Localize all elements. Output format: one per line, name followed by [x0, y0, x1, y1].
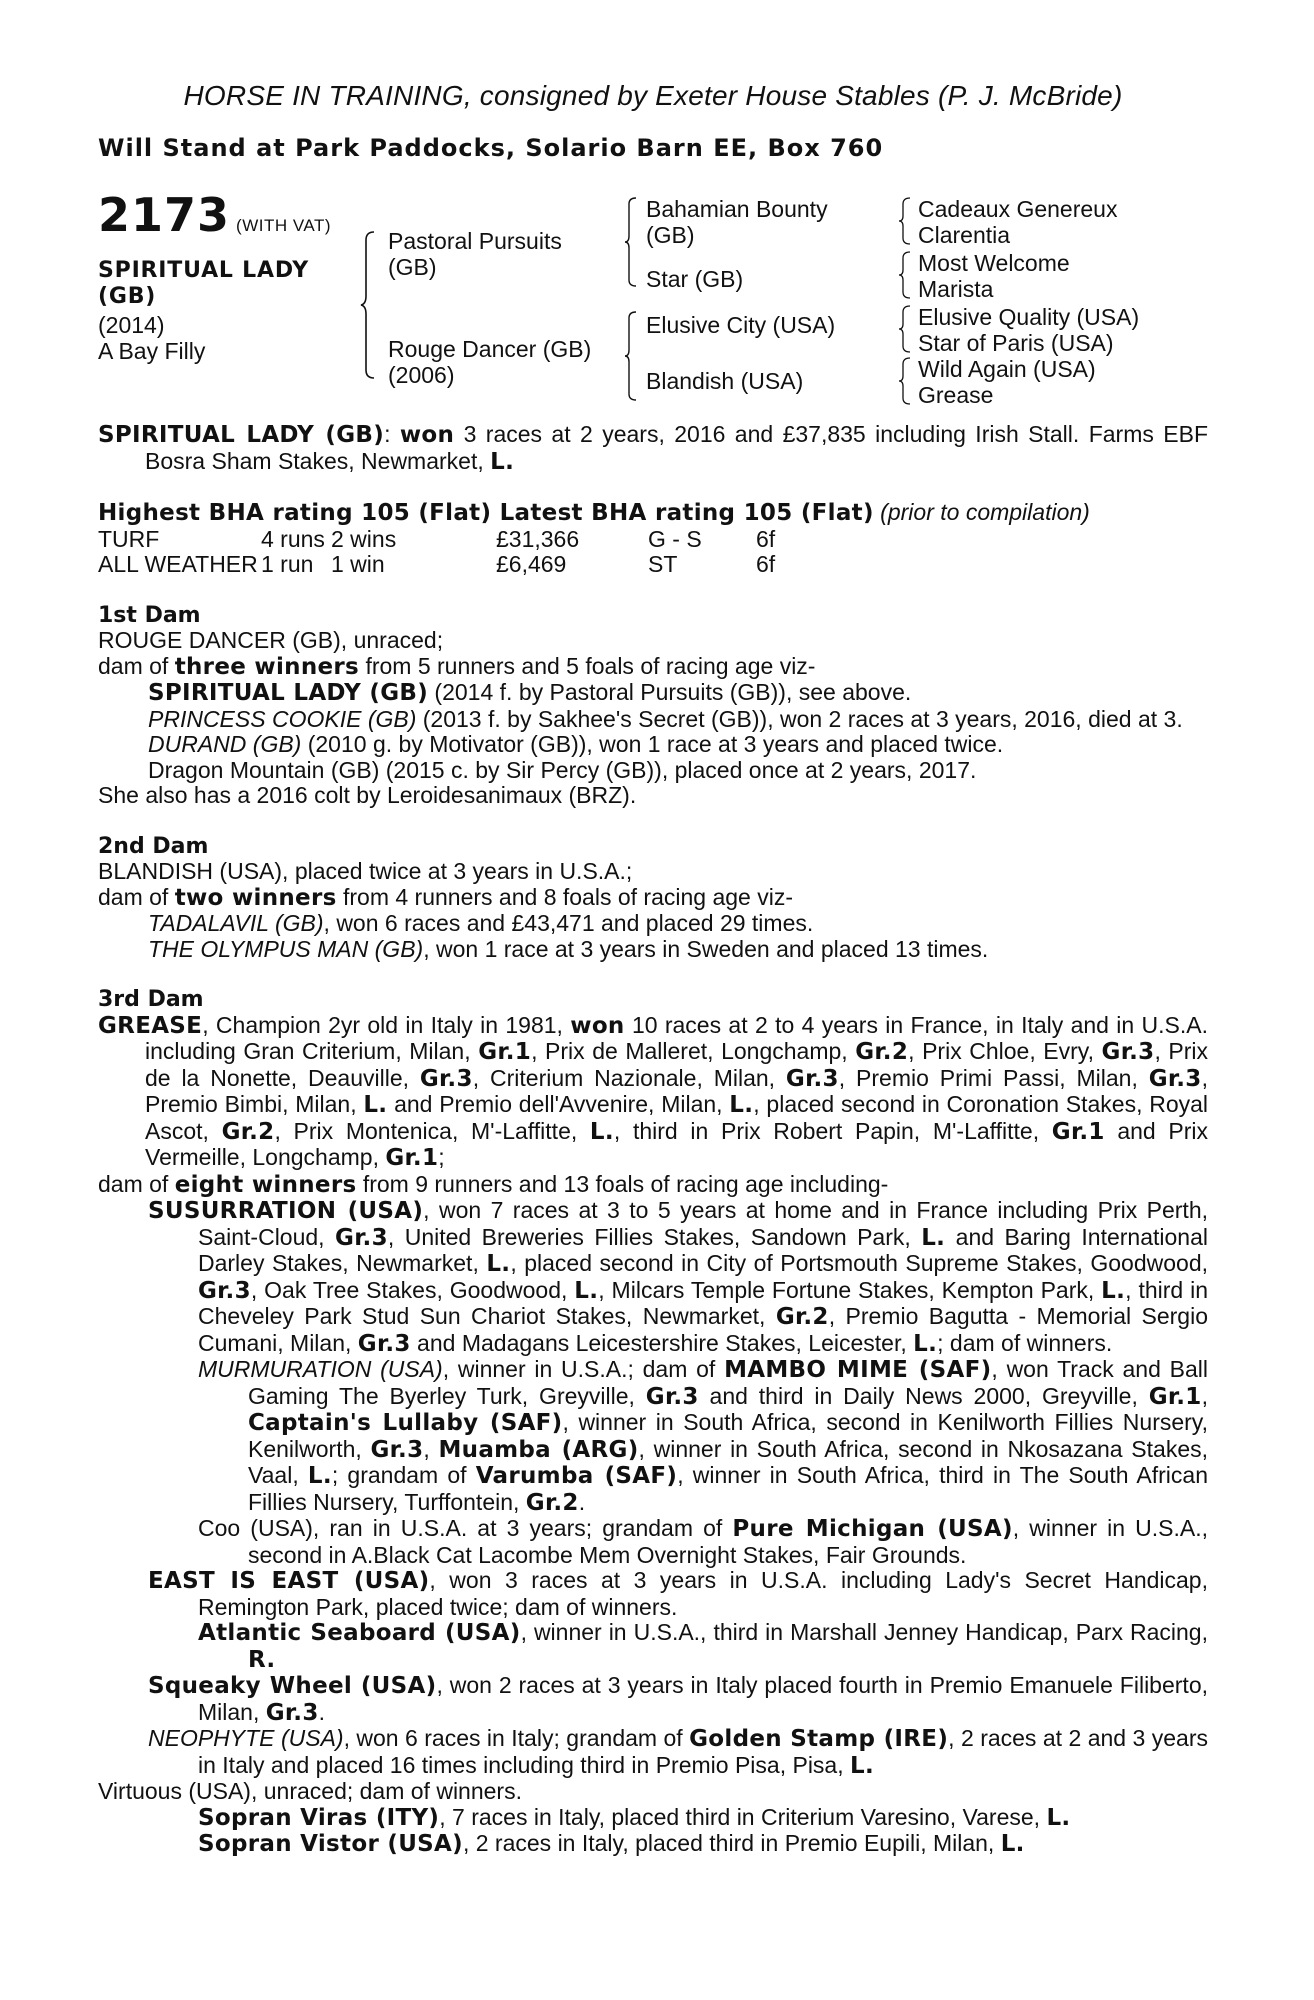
rating-row-turf: TURF 4 runs 2 wins £31,366 G - S 6f [98, 525, 776, 552]
vat-label: (WITH VAT) [236, 216, 332, 235]
pedigree-brace [898, 196, 912, 246]
dam-dam: Blandish (USA) [646, 368, 804, 394]
sire-sire-sire: Cadeaux Genereux [918, 196, 1118, 222]
produce-entry: Coo (USA), ran in U.S.A. at 3 years; grandam of Pure Michigan (USA), winner in U.S.A., second in A.Black Cat Lacombe Mem Overnight Stakes, Fair Grounds. [198, 1515, 1208, 1568]
second-dam-line: BLANDISH (USA), placed twice at 3 years in U.S.A.; [98, 858, 633, 884]
dam-year: (2006) [388, 362, 455, 388]
dam-sire: Elusive City (USA) [646, 312, 836, 338]
produce-entry: Sopran Vistor (USA), 2 races in Italy, placed third in Premio Eupili, Milan, L. [198, 1830, 1025, 1857]
dam-sire-dam: Star of Paris (USA) [918, 330, 1114, 356]
produce-entry: TADALAVIL (GB), won 6 races and £43,471 and placed 29 times. [148, 910, 814, 936]
third-dam-record: GREASE, Champion 2yr old in Italy in 1981, won 10 races at 2 to 4 years in France, in Italy and in U.S.A. including Gran Criterium, Milan, Gr.1, Prix de Malleret, Longchamp, Gr.2, Prix Chloe, Evry, Gr.3, Prix de la Nonette, Deauville, Gr.3, Criterium Nazionale, Milan, Gr.3, Premio Primi Passi, Milan, Gr.3, Premio Bimbi, Milan, L. and Premio dell'Avvenire, Milan, L., placed second in Coronation Stakes, Royal Ascot, Gr.2, Prix Montenica, M'-Laffitte, L., third in Prix Robert Papin, M'-Laffitte, Gr.1 and Prix Vermeille, Longchamp, Gr.1; [98, 1011, 1209, 1171]
first-dam-produce: dam of three winners from 5 runners and 5 foals of racing age viz- [98, 652, 816, 680]
rating-heading: Highest BHA rating 105 (Flat) Latest BHA rating 105 (Flat) (prior to compilation) [98, 499, 1090, 526]
first-dam-line: ROUGE DANCER (GB), unraced; [98, 627, 444, 653]
consignor-title: HORSE IN TRAINING, consigned by Exeter House Stables (P. J. McBride) [183, 80, 1123, 111]
foaling-year: (2014) [98, 312, 165, 338]
produce-entry: Squeaky Wheel (USA), won 2 races at 3 years in Italy placed fourth in Premio Emanuele Filiberto, Milan, Gr.3. [148, 1672, 1208, 1726]
second-dam-heading: 2nd Dam [98, 833, 209, 859]
produce-entry: SPIRITUAL LADY (GB) (2014 f. by Pastoral Pursuits (GB)), see above. [148, 679, 912, 706]
second-dam-produce: dam of two winners from 4 runners and 8 foals of racing age viz- [98, 883, 793, 911]
sire-name: Pastoral Pursuits [388, 228, 562, 254]
sire-sire-dam: Clarentia [918, 222, 1011, 248]
lot-heading [98, 188, 332, 242]
dam-dam-dam: Grease [918, 382, 994, 408]
produce-entry: MURMURATION (USA), winner in U.S.A.; dam of MAMBO MIME (SAF), won Track and Ball Gaming The Byerley Turk, Greyville, Gr.3 and third in Daily News 2000, Greyville, Gr.1, Captain's Lullaby (SAF), winner in South Africa, second in Kenilworth Fillies Nursery, Kenilworth, Gr.3, Muamba (ARG), winner in South Africa, second in Nkosazana Stakes, Vaal, L.; grandam of Varumba (SAF), winner in South Africa, third in The South African Fillies Nursery, Turffontein, Gr.2. [198, 1356, 1208, 1516]
race-summary: SPIRITUAL LADY (GB): won 3 races at 2 years, 2016 and £37,835 including Irish Stall. Farms EBF Bosra Sham Stakes, Newmarket, L. [98, 421, 1208, 475]
pedigree-brace [898, 304, 912, 354]
rating-row-all-weather: ALL WEATHER 1 run 1 win £6,469 ST 6f [98, 551, 776, 577]
produce-entry: EAST IS EAST (USA), won 3 races at 3 years in U.S.A. including Lady's Secret Handicap, Remington Park, placed twice; dam of winners. [148, 1567, 1208, 1620]
produce-entry: Atlantic Seaboard (USA), winner in U.S.A., third in Marshall Jenney Handicap, Parx Racing, R. [198, 1619, 1208, 1673]
horse-name: SPIRITUAL LADY [98, 258, 310, 283]
produce-entry: SUSURRATION (USA), won 7 races at 3 to 5 years at home and in France including Prix Perth, Saint-Cloud, Gr.3, United Breweries Fillies Stakes, Sandown Park, L. and Baring International Darley Stakes, Newmarket, L., placed second in City of Portsmouth Supreme Stakes, Goodwood, Gr.3, Oak Tree Stakes, Goodwood, L., Milcars Temple Fortune Stakes, Kempton Park, L., third in Cheveley Park Stud Sun Chariot Stakes, Newmarket, Gr.2, Premio Bagutta - Memorial Sergio Cumani, Milan, Gr.3 and Madagans Leicestershire Stakes, Leicester, L.; dam of winners. [148, 1197, 1209, 1357]
produce-entry: Sopran Viras (ITY), 7 races in Italy, placed third in Criterium Varesino, Varese, L. [198, 1803, 1071, 1831]
third-dam-heading: 3rd Dam [98, 987, 204, 1012]
sire-country: (GB) [388, 254, 437, 280]
dam-sire-sire: Elusive Quality (USA) [918, 304, 1140, 330]
pedigree-brace [624, 196, 640, 288]
first-dam-note: She also has a 2016 colt by Leroidesanimaux (BRZ). [98, 782, 637, 808]
sire-sire-country: (GB) [646, 222, 695, 248]
produce-entry: PRINCESS COOKIE (GB) (2013 f. by Sakhee's Secret (GB)), won 2 races at 3 years, 2016, died at 3. [148, 705, 1183, 732]
sire-dam-dam: Marista [918, 276, 994, 302]
dam-dam-sire: Wild Again (USA) [918, 356, 1096, 382]
produce-entry: DURAND (GB) (2010 g. by Motivator (GB)), won 1 race at 3 years and placed twice. [148, 731, 1004, 757]
stand-location: Will Stand at Park Paddocks, Solario Barn EE, Box 760 [98, 134, 884, 162]
pedigree-brace [898, 356, 912, 406]
sire-sire: Bahamian Bounty [646, 196, 828, 222]
horse-country: (GB) [98, 284, 157, 309]
produce-entry: THE OLYMPUS MAN (GB), won 1 race at 3 years in Sweden and placed 13 times. [148, 935, 989, 962]
horse-description: A Bay Filly [98, 338, 206, 364]
third-dam-produce: dam of eight winners from 9 runners and 13 foals of racing age including- [98, 1170, 889, 1198]
dam-name: Rouge Dancer (GB) [388, 336, 592, 362]
lot-number: 2173 [98, 188, 231, 242]
produce-entry: Virtuous (USA), unraced; dam of winners. [98, 1778, 522, 1804]
pedigree-table [98, 188, 1208, 422]
pedigree-brace [624, 310, 640, 402]
sire-dam: Star (GB) [646, 266, 744, 292]
catalogue-page [98, 80, 1208, 1858]
first-dam-heading: 1st Dam [98, 602, 201, 628]
pedigree-brace [360, 230, 380, 380]
pedigree-brace [898, 250, 912, 300]
sire-dam-sire: Most Welcome [918, 250, 1070, 276]
produce-entry: Dragon Mountain (GB) (2015 c. by Sir Percy (GB)), placed once at 2 years, 2017. [148, 756, 977, 783]
catalogue-body [98, 422, 1208, 1858]
produce-entry: NEOPHYTE (USA), won 6 races in Italy; grandam of Golden Stamp (IRE), 2 races at 2 and 3 years in Italy and placed 16 times including third in Premio Pisa, Pisa, L. [148, 1725, 1208, 1779]
